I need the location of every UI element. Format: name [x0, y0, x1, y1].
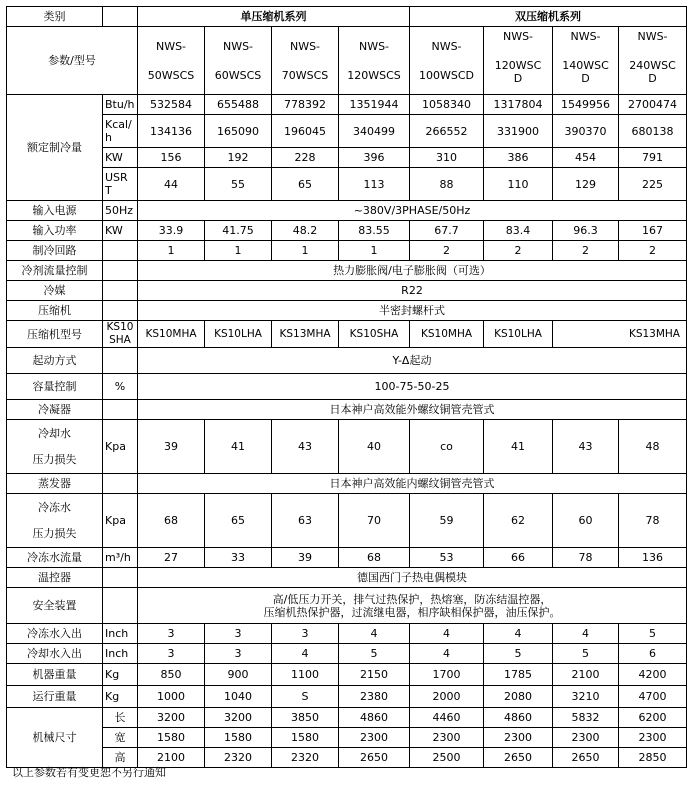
- value-cell: 2000: [410, 686, 484, 708]
- value-cell: 1580: [205, 728, 272, 748]
- model-suffix: 70WSCS: [281, 68, 329, 82]
- unit-cell: Btu/h: [103, 95, 138, 115]
- value-cell: 4860: [484, 708, 553, 728]
- dimensions-label: 机械尺寸: [7, 708, 103, 768]
- value-cell: 5: [339, 644, 410, 664]
- value-cell: 63: [272, 494, 339, 548]
- value-cell: 83.4: [484, 221, 553, 241]
- value-cell: 2300: [484, 728, 553, 748]
- unit-cell: Inch: [103, 644, 138, 664]
- value-cell: 136: [619, 548, 687, 568]
- dimension-width-row: [7, 728, 687, 748]
- value-cell: 129: [553, 168, 619, 201]
- value-cell: 4: [484, 624, 553, 644]
- value-cell: 2150: [339, 664, 410, 686]
- model-cell: [410, 27, 484, 95]
- compressor-model-cell: KS10LHA: [484, 321, 553, 348]
- value-cell: 1: [138, 241, 205, 261]
- value-cell: 43: [553, 420, 619, 474]
- condenser-row: [7, 400, 687, 420]
- value-cell: 60: [553, 494, 619, 548]
- row-label: 冷媒: [7, 281, 103, 301]
- value-cell: 41: [205, 420, 272, 474]
- value-cell: 96.3: [553, 221, 619, 241]
- header-row: [7, 7, 687, 27]
- value-cell: 2850: [619, 748, 687, 768]
- compressor-model-row: [7, 321, 687, 348]
- unit-cell: Kg: [103, 686, 138, 708]
- cooling-capacity-label: 额定制冷量: [7, 95, 103, 201]
- value-cell: 1317804: [484, 95, 553, 115]
- refrigerant-row: [7, 281, 687, 301]
- compressor-row: [7, 301, 687, 321]
- merged-value-cell: 高/低压力开关，排气过热保护，热熔塞，防冻结温控器， 压缩机热保护器，过流继电器，相序缺相保护器，油压保护。: [138, 588, 687, 624]
- value-cell: 2: [410, 241, 484, 261]
- value-cell: 680138: [619, 115, 687, 148]
- value-cell: 4200: [619, 664, 687, 686]
- value-cell: 4: [272, 644, 339, 664]
- value-cell: 225: [619, 168, 687, 201]
- row-label: 冷却水 压力损失: [7, 420, 103, 474]
- chilled-water-flow-row: [7, 548, 687, 568]
- compressor-model-cell: KS10SHA: [103, 321, 138, 348]
- input-power-row: [7, 221, 687, 241]
- value-cell: 2100: [138, 748, 205, 768]
- value-cell: 65: [272, 168, 339, 201]
- unit-cell: %: [103, 374, 138, 400]
- model-cell: [272, 27, 339, 95]
- merged-value-cell: R22: [138, 281, 687, 301]
- value-cell: 1040: [205, 686, 272, 708]
- row-label: 安全装置: [7, 588, 103, 624]
- value-cell: 3: [205, 644, 272, 664]
- single-series-header: 单压缩机系列: [138, 7, 410, 27]
- model-prefix: NWS-: [637, 30, 668, 43]
- value-cell: S: [272, 686, 339, 708]
- value-cell: 1: [272, 241, 339, 261]
- row-label: 冷冻水 压力损失: [7, 494, 103, 548]
- thermostat-row: [7, 568, 687, 588]
- unit-header: [103, 7, 138, 27]
- value-cell: 655488: [205, 95, 272, 115]
- value-cell: 6200: [619, 708, 687, 728]
- value-cell: 134136: [138, 115, 205, 148]
- row-label: 压缩机型号: [7, 321, 103, 348]
- row-label: 冷冻水入出: [7, 624, 103, 644]
- unit-cell: 宽: [103, 728, 138, 748]
- value-cell: 3: [138, 624, 205, 644]
- value-cell: 6: [619, 644, 687, 664]
- unit-cell: [103, 474, 138, 494]
- value-cell: 67.7: [410, 221, 484, 241]
- model-prefix: NWS-: [502, 30, 534, 43]
- value-cell: 2650: [484, 748, 553, 768]
- row-label: 制冷回路: [7, 241, 103, 261]
- value-cell: 4860: [339, 708, 410, 728]
- value-cell: 33: [205, 548, 272, 568]
- row-label: 冷却水入出: [7, 644, 103, 664]
- row-label: 蒸发器: [7, 474, 103, 494]
- value-cell: 2700474: [619, 95, 687, 115]
- value-cell: 1580: [272, 728, 339, 748]
- merged-value-cell: 半密封螺杆式: [138, 301, 687, 321]
- merged-value-cell: Y-Δ起动: [138, 348, 687, 374]
- value-cell: 192: [205, 148, 272, 168]
- value-cell: 59: [410, 494, 484, 548]
- value-cell: 156: [138, 148, 205, 168]
- model-suffix: 60WSCS: [214, 68, 262, 82]
- cooling-row-kw: [7, 148, 687, 168]
- chilled-inlet-row: [7, 624, 687, 644]
- value-cell: 62: [484, 494, 553, 548]
- value-cell: 3210: [553, 686, 619, 708]
- value-cell: 2650: [339, 748, 410, 768]
- value-cell: 39: [138, 420, 205, 474]
- value-cell: 310: [410, 148, 484, 168]
- value-cell: 196045: [272, 115, 339, 148]
- value-cell: 78: [619, 494, 687, 548]
- safety-row: [7, 588, 687, 624]
- flow-control-row: [7, 261, 687, 281]
- unit-cell: [103, 241, 138, 261]
- merged-value-cell: 100-75-50-25: [138, 374, 687, 400]
- value-cell: 55: [205, 168, 272, 201]
- value-cell: 2: [553, 241, 619, 261]
- value-cell: 850: [138, 664, 205, 686]
- compressor-model-cell: KS10MHA: [138, 321, 205, 348]
- operating-weight-row: [7, 686, 687, 708]
- value-cell: 88: [410, 168, 484, 201]
- value-cell: 1580: [138, 728, 205, 748]
- model-label: 参数/型号: [7, 27, 138, 95]
- value-cell: 791: [619, 148, 687, 168]
- unit-cell: [103, 301, 138, 321]
- value-cell: 2320: [205, 748, 272, 768]
- row-label: 温控器: [7, 568, 103, 588]
- value-cell: 40: [339, 420, 410, 474]
- value-cell: 78: [553, 548, 619, 568]
- value-cell: 4: [410, 644, 484, 664]
- merged-value-cell: 日本神户高效能外螺纹铜管壳管式: [138, 400, 687, 420]
- value-cell: 1000: [138, 686, 205, 708]
- value-cell: 5: [484, 644, 553, 664]
- row-label: 压缩机: [7, 301, 103, 321]
- value-cell: 386: [484, 148, 553, 168]
- compressor-model-cell: KS10MHA: [410, 321, 484, 348]
- value-cell: 53: [410, 548, 484, 568]
- category-header: 类别: [7, 7, 103, 27]
- value-cell: 33.9: [138, 221, 205, 241]
- value-cell: 167: [619, 221, 687, 241]
- model-suffix: 240WSC D: [629, 59, 676, 85]
- model-prefix: NWS-: [431, 39, 462, 53]
- value-cell: 44: [138, 168, 205, 201]
- value-cell: 41.75: [205, 221, 272, 241]
- value-cell: 454: [553, 148, 619, 168]
- value-cell: 390370: [553, 115, 619, 148]
- model-row: [7, 27, 687, 95]
- unit-cell: USR T: [103, 168, 138, 201]
- value-cell: 27: [138, 548, 205, 568]
- compressor-model-cell: KS13MHA: [553, 321, 687, 348]
- chilled-water-loss-row: [7, 494, 687, 548]
- value-cell: 165090: [205, 115, 272, 148]
- value-cell: 3200: [138, 708, 205, 728]
- unit-cell: Kpa: [103, 494, 138, 548]
- unit-cell: 50Hz: [103, 201, 138, 221]
- unit-cell: [103, 348, 138, 374]
- unit-cell: [103, 281, 138, 301]
- model-prefix: NWS-: [222, 39, 254, 53]
- value-cell: 2: [619, 241, 687, 261]
- value-cell: 2300: [339, 728, 410, 748]
- value-cell: 83.55: [339, 221, 410, 241]
- unit-cell: Kpa: [103, 420, 138, 474]
- model-cell: [484, 27, 553, 95]
- value-cell: 65: [205, 494, 272, 548]
- compressor-model-cell: KS13MHA: [272, 321, 339, 348]
- model-suffix: 50WSCS: [147, 68, 195, 82]
- value-cell: 1549956: [553, 95, 619, 115]
- model-prefix: NWS-: [155, 39, 187, 53]
- value-cell: 4700: [619, 686, 687, 708]
- model-cell: [339, 27, 410, 95]
- value-cell: 41: [484, 420, 553, 474]
- model-suffix: 140WSC D: [562, 59, 609, 85]
- row-label: 起动方式: [7, 348, 103, 374]
- cooling-row-usrt: [7, 168, 687, 201]
- value-cell: 113: [339, 168, 410, 201]
- value-cell: 2380: [339, 686, 410, 708]
- value-cell: 2300: [553, 728, 619, 748]
- merged-value-cell: ~380V/3PHASE/50Hz: [138, 201, 687, 221]
- start-mode-row: [7, 348, 687, 374]
- value-cell: 68: [138, 494, 205, 548]
- unit-cell: [103, 400, 138, 420]
- value-cell: 110: [484, 168, 553, 201]
- value-cell: 228: [272, 148, 339, 168]
- value-cell: 2320: [272, 748, 339, 768]
- value-cell: 68: [339, 548, 410, 568]
- model-cell: [205, 27, 272, 95]
- model-prefix: NWS-: [570, 30, 601, 43]
- value-cell: 1700: [410, 664, 484, 686]
- value-cell: 1: [205, 241, 272, 261]
- value-cell: 4: [553, 624, 619, 644]
- dimension-length-row: [7, 708, 687, 728]
- dual-series-header: 双压缩机系列: [410, 7, 687, 27]
- model-suffix: 120WSCS: [347, 68, 401, 82]
- value-cell: 2300: [619, 728, 687, 748]
- footnote: 以上参数若有变更恕不另行通知: [12, 766, 166, 779]
- evaporator-row: [7, 474, 687, 494]
- row-label: 输入功率: [7, 221, 103, 241]
- value-cell: 5832: [553, 708, 619, 728]
- value-cell: 1351944: [339, 95, 410, 115]
- value-cell: 3: [138, 644, 205, 664]
- value-cell: 66: [484, 548, 553, 568]
- row-label: 冷冻水流量: [7, 548, 103, 568]
- value-cell: 4: [410, 624, 484, 644]
- value-cell: 70: [339, 494, 410, 548]
- row-label: 容量控制: [7, 374, 103, 400]
- unit-cell: m³/h: [103, 548, 138, 568]
- unit-cell: Kcal/ h: [103, 115, 138, 148]
- value-cell: 3: [272, 624, 339, 644]
- value-cell: 331900: [484, 115, 553, 148]
- value-cell: 48.2: [272, 221, 339, 241]
- value-cell: 532584: [138, 95, 205, 115]
- model-suffix: 100WSCD: [418, 68, 474, 82]
- value-cell: 900: [205, 664, 272, 686]
- model-cell: [138, 27, 205, 95]
- merged-value-cell: 德国西门子热电偶模块: [138, 568, 687, 588]
- unit-cell: [103, 568, 138, 588]
- spec-table: [6, 6, 687, 768]
- value-cell: 48: [619, 420, 687, 474]
- value-cell: 1058340: [410, 95, 484, 115]
- value-cell: 1785: [484, 664, 553, 686]
- value-cell: 5: [553, 644, 619, 664]
- unit-cell: [103, 261, 138, 281]
- compressor-model-cell: KS10LHA: [205, 321, 272, 348]
- value-cell: co: [410, 420, 484, 474]
- unit-cell: Kg: [103, 664, 138, 686]
- row-label: 冷剂流量控制: [7, 261, 103, 281]
- compressor-model-cell: KS10SHA: [339, 321, 410, 348]
- cooling-water-loss-row: [7, 420, 687, 474]
- row-label: 输入电源: [7, 201, 103, 221]
- value-cell: 3850: [272, 708, 339, 728]
- value-cell: 2100: [553, 664, 619, 686]
- value-cell: 4460: [410, 708, 484, 728]
- cooling-row-kcal: [7, 115, 687, 148]
- value-cell: 3: [205, 624, 272, 644]
- circuits-row: [7, 241, 687, 261]
- cooling-inlet-row: [7, 644, 687, 664]
- model-prefix: NWS-: [289, 39, 321, 53]
- capacity-control-row: [7, 374, 687, 400]
- model-suffix: 120WSC D: [494, 59, 542, 85]
- merged-value-cell: 热力膨胀阀/电子膨胀阀（可选）: [138, 261, 687, 281]
- spec-table-container: [6, 6, 687, 768]
- unit-cell: KW: [103, 148, 138, 168]
- model-cell: [553, 27, 619, 95]
- machine-weight-row: [7, 664, 687, 686]
- value-cell: 1: [339, 241, 410, 261]
- value-cell: 4: [339, 624, 410, 644]
- value-cell: 2650: [553, 748, 619, 768]
- value-cell: 778392: [272, 95, 339, 115]
- value-cell: 5: [619, 624, 687, 644]
- model-prefix: NWS-: [358, 39, 390, 53]
- row-label: 运行重量: [7, 686, 103, 708]
- value-cell: 2500: [410, 748, 484, 768]
- merged-value-cell: 日本神户高效能内螺纹铜管壳管式: [138, 474, 687, 494]
- value-cell: 396: [339, 148, 410, 168]
- unit-cell: 高: [103, 748, 138, 768]
- value-cell: 2300: [410, 728, 484, 748]
- row-label: 冷凝器: [7, 400, 103, 420]
- value-cell: 43: [272, 420, 339, 474]
- value-cell: 2080: [484, 686, 553, 708]
- unit-cell: 长: [103, 708, 138, 728]
- value-cell: 1100: [272, 664, 339, 686]
- model-cell: [619, 27, 687, 95]
- row-label: 机器重量: [7, 664, 103, 686]
- unit-cell: KW: [103, 221, 138, 241]
- value-cell: 340499: [339, 115, 410, 148]
- value-cell: 3200: [205, 708, 272, 728]
- value-cell: 2: [484, 241, 553, 261]
- power-supply-row: [7, 201, 687, 221]
- value-cell: 266552: [410, 115, 484, 148]
- value-cell: 39: [272, 548, 339, 568]
- unit-cell: Inch: [103, 624, 138, 644]
- cooling-row-btu: [7, 95, 687, 115]
- unit-cell: [103, 588, 138, 624]
